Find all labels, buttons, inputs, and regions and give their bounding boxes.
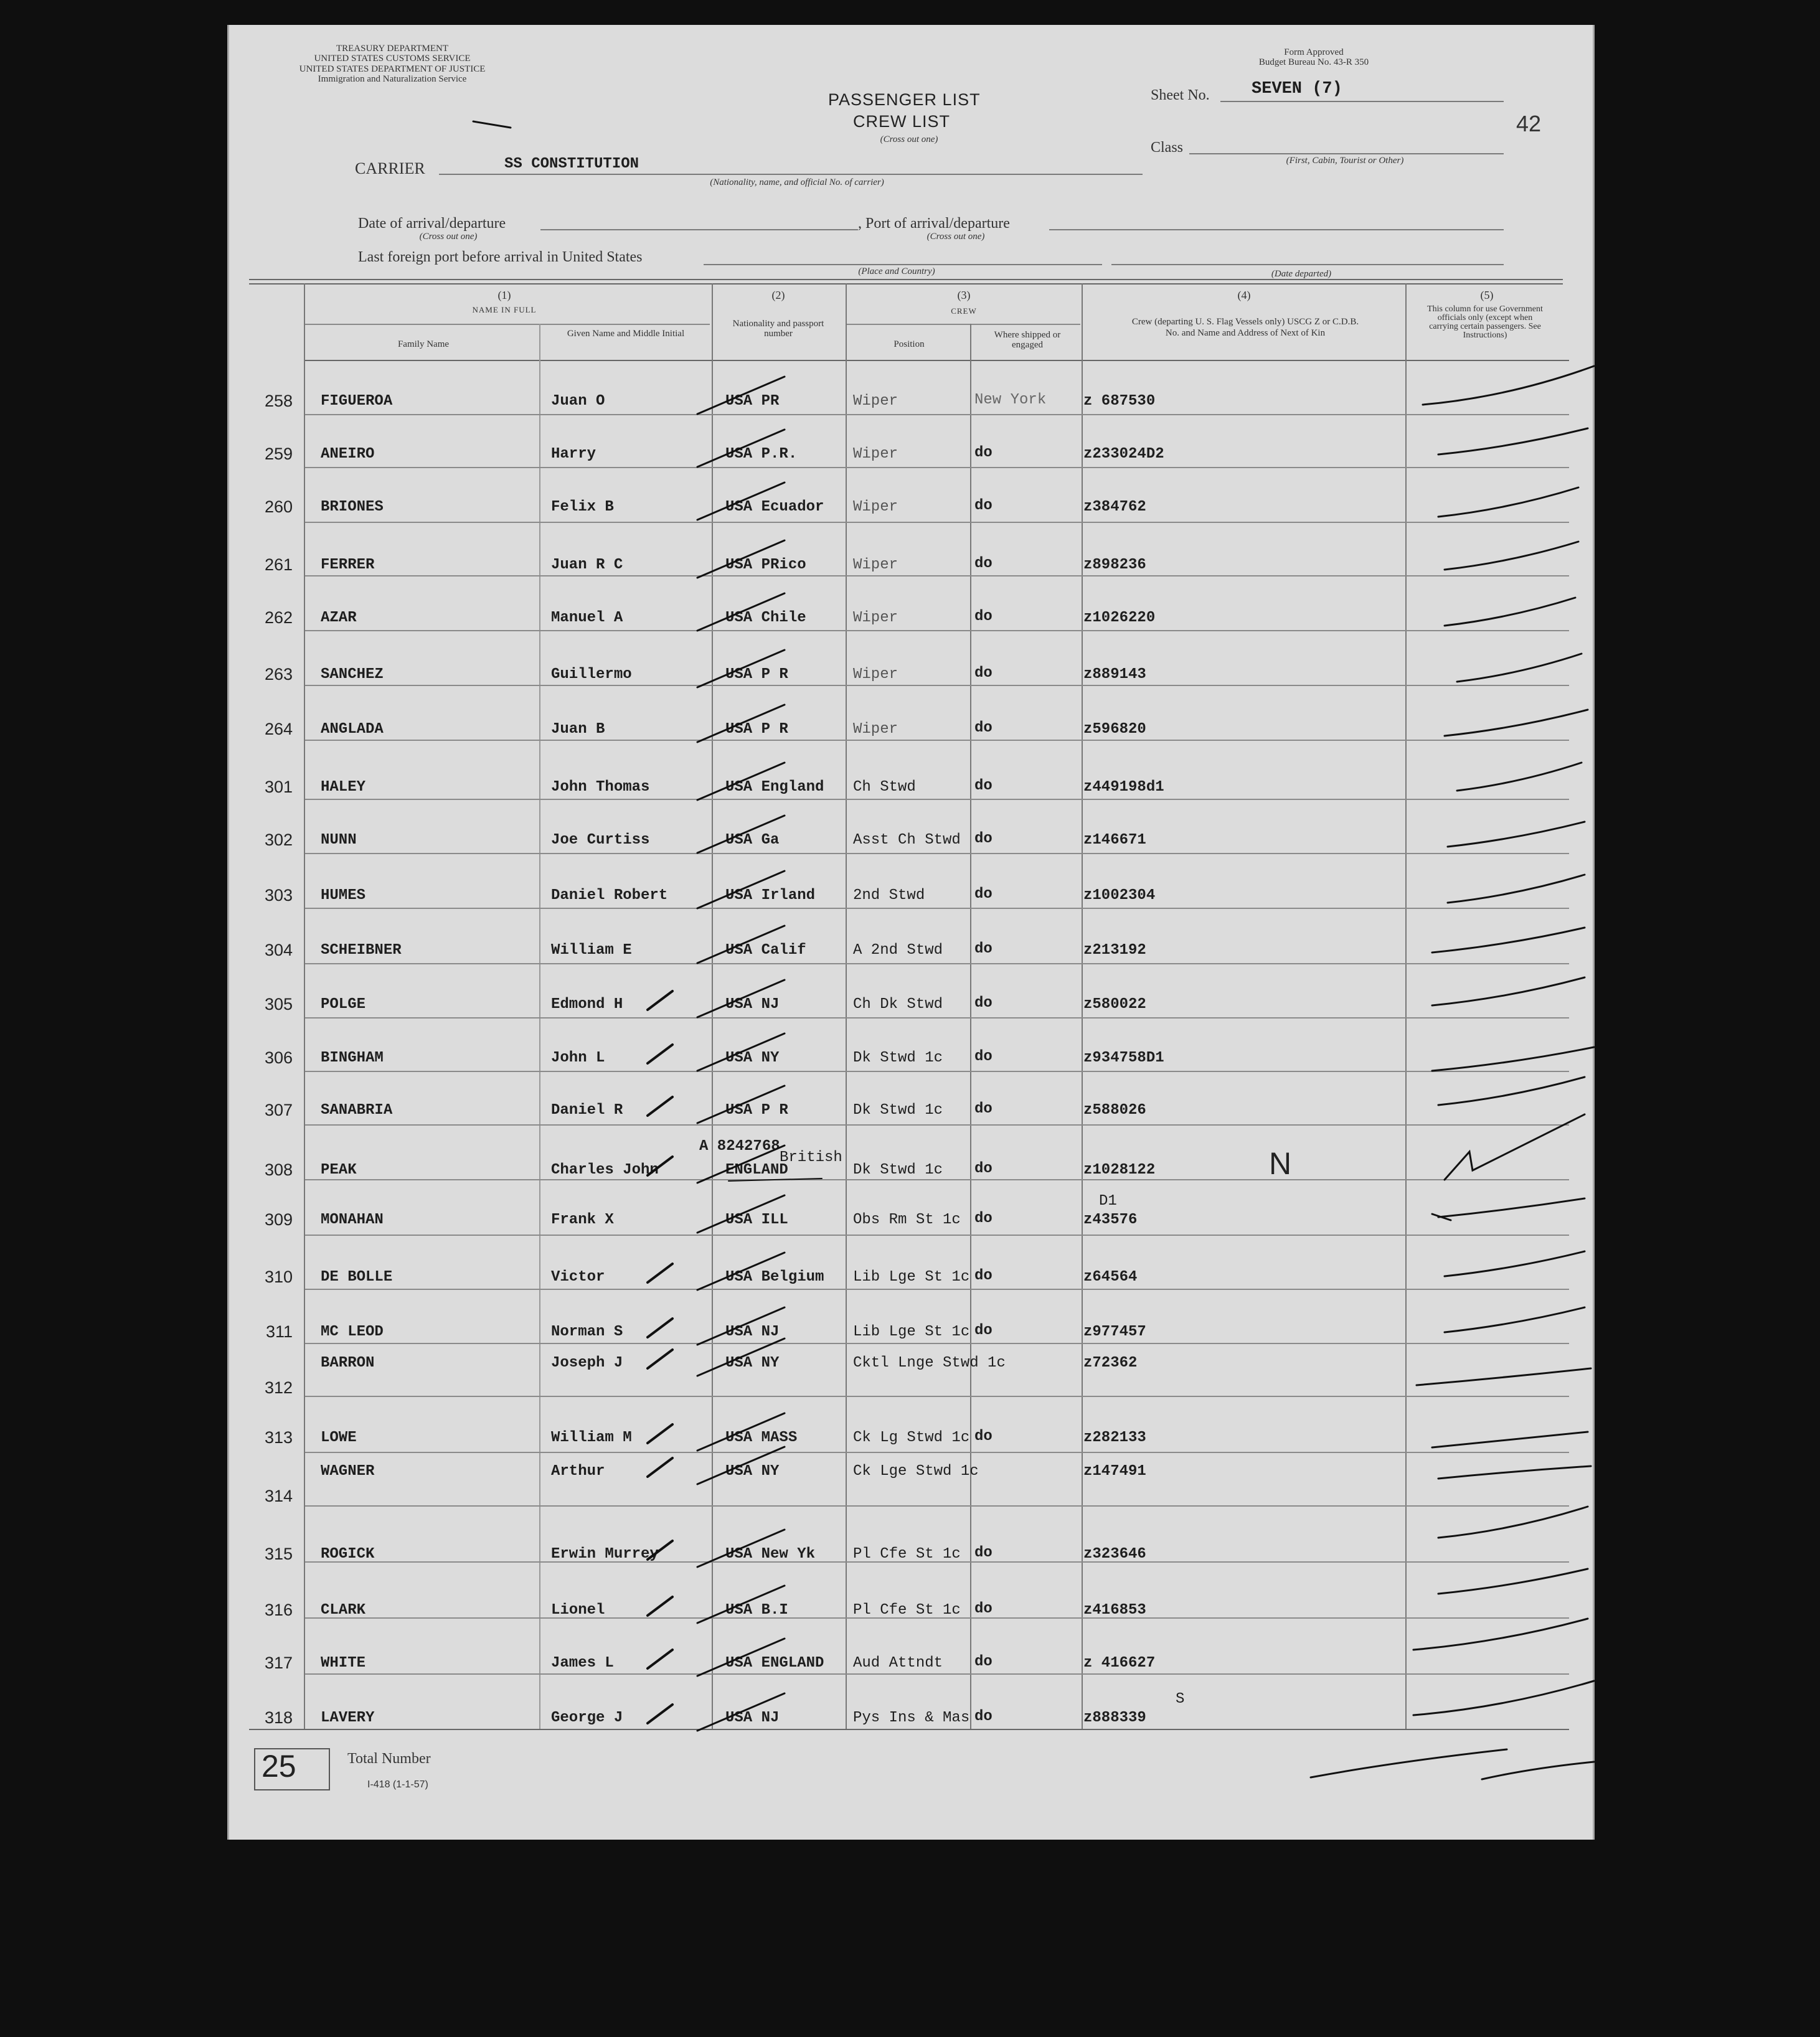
row-separator [305,1396,1569,1397]
row-separator [305,522,1569,523]
position-header: Position [893,339,925,349]
row-number: 310 [264,1268,293,1286]
row-number: 316 [264,1601,293,1619]
given-name: Juan B [551,721,605,738]
z-number: z323646 [1083,1546,1146,1563]
row-number: 262 [264,608,293,627]
row-separator [305,575,1569,576]
row-separator [305,1124,1569,1126]
col5-number: (5) [1480,289,1494,301]
family-name: BARRON [321,1355,375,1371]
arrival-port-note: (Cross out one) [927,232,985,242]
row-number: 315 [264,1545,293,1563]
nationality: USA Calif [725,942,806,959]
family-name: WHITE [321,1655,366,1672]
family-name: FIGUEROA [321,393,393,410]
class-label: Class [1151,139,1184,156]
z-note: S [1176,1691,1185,1708]
where-shipped: do [974,720,993,736]
where-shipped: do [974,941,993,957]
nationality: USA ILL [725,1211,788,1228]
agency-line-2: UNITED STATES CUSTOMS SERVICE [314,54,471,64]
where-shipped: do [974,830,993,847]
position: Lib Lge St 1c [853,1324,970,1340]
given-name: Joe Curtiss [551,832,650,849]
position: Lib Lge St 1c [853,1269,970,1286]
where-shipped: do [974,1268,993,1284]
row-number: 306 [264,1048,293,1067]
title-note: (Cross out one) [880,134,938,144]
family-name: ROGICK [321,1546,375,1563]
nationality: USA Chile [725,609,806,626]
family-name: SANABRIA [321,1102,393,1119]
nationality: USA Ga [725,832,780,849]
given-name: George J [551,1710,623,1726]
z-number: z888339 [1083,1710,1146,1726]
given-name: John L [551,1050,605,1066]
row-number: 259 [264,445,293,463]
z-number: z 416627 [1083,1655,1156,1672]
nationality: USA NJ [725,996,780,1013]
where-shipped: do [974,778,993,794]
where-shipped: do [974,1160,993,1177]
position: Pl Cfe St 1c [853,1546,961,1563]
row-separator [305,1179,1569,1180]
row-separator [305,685,1569,686]
nationality: USA Belgium [725,1269,824,1286]
row-separator [305,740,1569,741]
agency-line-4: Immigration and Naturalization Service [318,74,467,84]
position: Wiper [853,557,898,573]
row-separator [305,1017,1569,1019]
family-name: NUNN [321,832,357,849]
row-separator [305,1505,1569,1507]
family-name: LOWE [321,1429,357,1446]
given-name: Edmond H [551,996,623,1013]
row-separator [305,414,1569,415]
given-name: Manuel A [551,609,623,626]
given-name: Arthur [551,1463,605,1480]
z-number: z213192 [1083,942,1146,959]
given-name: Felix B [551,499,614,515]
where-shipped: do [974,1210,993,1227]
row-number: 312 [264,1378,293,1397]
position: Wiper [853,446,898,463]
given-name: Joseph J [551,1355,623,1371]
row-separator [305,799,1569,800]
z-number: z580022 [1083,996,1146,1013]
z-number: z233024D2 [1083,446,1164,463]
page-number: 42 [1516,111,1542,136]
where-shipped: do [974,665,993,682]
z-number: z 687530 [1083,393,1156,410]
row-number: 309 [264,1210,293,1229]
crew-list-form [227,25,1595,1840]
given-name: John Thomas [551,779,650,796]
position: Pl Cfe St 1c [853,1602,961,1619]
agency-line-1: TREASURY DEPARTMENT [336,44,449,54]
z-number: z1026220 [1083,609,1156,626]
position: Ch Dk Stwd [853,996,943,1013]
z-number: z147491 [1083,1463,1146,1480]
family-name: PEAK [321,1162,357,1178]
handwritten-mark: N [1269,1146,1292,1181]
arrival-port-label: , Port of arrival/departure [858,215,1010,232]
row-separator [305,1343,1569,1344]
family-name: BINGHAM [321,1050,384,1066]
position: 2nd Stwd [853,887,925,904]
row-number: 308 [264,1160,293,1179]
sheet-value: SEVEN (7) [1252,80,1342,98]
row-separator [305,853,1569,854]
given-name: Erwin Murrey [551,1546,659,1563]
given-name: Norman S [551,1324,623,1340]
position: Wiper [853,393,898,410]
col3-number: (3) [957,289,971,301]
total-number-label: Total Number [347,1751,431,1767]
given-name: Harry [551,446,596,463]
given-name: Daniel Robert [551,887,668,904]
z-number: z146671 [1083,832,1146,849]
given-name: Victor [551,1269,605,1286]
given-name: William M [551,1429,632,1446]
given-name: Guillermo [551,666,632,683]
nationality: USA New Yk [725,1546,816,1563]
next-of-kin-header: Crew (departing U. S. Flag Vessels only) USCG Z or C.D.B. No. and Name and Address of Next of Kin [1131,317,1359,338]
nationality: USA NY [725,1050,780,1066]
nationality: USA P R [725,721,788,738]
z-number: z72362 [1083,1355,1138,1371]
nationality: USA P R [725,666,788,683]
family-name: MC LEOD [321,1324,384,1340]
family-name: BRIONES [321,499,384,515]
family-name: SANCHEZ [321,666,384,683]
row-separator [305,1235,1569,1236]
where-shipped: do [974,1601,993,1617]
nationality: USA ENGLAND [725,1655,824,1672]
family-name-header: Family Name [397,339,450,349]
where-shipped: do [974,1048,993,1065]
family-name: DE BOLLE [321,1269,393,1286]
family-name: AZAR [321,609,357,626]
row-number: 314 [264,1487,293,1505]
crew-header: CREW [951,306,977,316]
agency-line-3: UNITED STATES DEPARTMENT OF JUSTICE [299,64,486,74]
row-number: 317 [264,1654,293,1672]
where-shipped: do [974,608,993,625]
where-shipped: do [974,555,993,572]
given-name: Lionel [551,1602,605,1619]
where-shipped: do [974,1101,993,1117]
row-separator [305,630,1569,631]
position: Asst Ch Stwd [853,832,961,849]
position: Ck Lg Stwd 1c [853,1429,970,1446]
row-separator [305,1452,1569,1453]
arrival-date-label: Date of arrival/departure [358,215,506,232]
z-number: z588026 [1083,1102,1146,1119]
nationality: ENGLAND [725,1162,788,1178]
row-number: 318 [264,1708,293,1727]
where-shipped: do [974,497,993,514]
z-number: z384762 [1083,499,1146,515]
position: Cktl Lnge Stwd 1c [853,1355,1006,1371]
row-number: 302 [264,830,293,849]
row-number: 313 [264,1428,293,1447]
family-name: WAGNER [321,1463,375,1480]
position: Wiper [853,666,898,683]
class-note: (First, Cabin, Tourist or Other) [1286,156,1404,166]
row-separator [305,1289,1569,1290]
row-number: 258 [264,392,293,410]
given-name: Juan O [551,393,605,410]
family-name: CLARK [321,1602,366,1619]
family-name: ANGLADA [321,721,384,738]
family-name: HUMES [321,887,366,904]
row-number: 303 [264,886,293,905]
position: Dk Stwd 1c [853,1102,943,1119]
carrier-value: SS CONSTITUTION [504,156,639,172]
where-shipped: do [974,1545,993,1561]
position: Wiper [853,721,898,738]
z-number: z282133 [1083,1429,1146,1446]
nationality: USA P.R. [725,446,798,463]
given-name: Daniel R [551,1102,623,1119]
sheet-label: Sheet No. [1151,87,1210,103]
given-name: Frank X [551,1211,614,1228]
where-shipped: do [974,1322,993,1339]
passport-note: A 8242768 [699,1138,780,1155]
nationality: USA England [725,779,824,796]
nationality-header: Nationality and passport number [732,319,824,339]
carrier-note: (Nationality, name, and official No. of carrier) [710,177,884,187]
position: Dk Stwd 1c [853,1162,943,1178]
position: Aud Attndt [853,1655,943,1672]
date-departed-note: (Date departed) [1271,269,1332,279]
row-number: 307 [264,1101,293,1119]
nationality: USA P R [725,1102,788,1119]
government-use-header: This column for use Government officials only (except when carrying certain passengers. See Instructions) [1427,304,1543,340]
z-number: z596820 [1083,721,1146,738]
family-name: HALEY [321,779,366,796]
row-separator [305,467,1569,468]
nationality: USA NY [725,1355,780,1371]
z-number: z416853 [1083,1602,1146,1619]
position: Wiper [853,609,898,626]
z-number: z934758D1 [1083,1050,1164,1066]
family-name: SCHEIBNER [321,942,402,959]
given-name: Juan R C [551,557,623,573]
where-shipped-header: Where shipped or engaged [994,330,1061,350]
nationality: USA PR [725,393,780,410]
position: Pys Ins & Mas [853,1710,970,1726]
where-shipped: do [974,1708,993,1725]
row-number: 304 [264,941,293,959]
where-shipped: do [974,445,993,461]
total-number-value: 25 [262,1749,296,1784]
where-shipped: do [974,1654,993,1670]
row-number: 263 [264,665,293,684]
z-number: z449198d1 [1083,779,1164,796]
z-number: z889143 [1083,666,1146,683]
approval-line-1: Form Approved [1284,47,1344,57]
nationality-note: British [780,1149,842,1166]
z-number: z1028122 [1083,1162,1156,1178]
nationality: USA MASS [725,1429,798,1446]
title-passenger-list: PASSENGER LIST [828,90,981,109]
row-number: 305 [264,995,293,1014]
position: Dk Stwd 1c [853,1050,943,1066]
col2-number: (2) [771,289,785,301]
row-number: 261 [264,555,293,574]
form-code: I-418 (1-1-57) [367,1779,428,1790]
where-shipped: do [974,995,993,1012]
family-name: MONAHAN [321,1211,384,1228]
nationality: USA Irland [725,887,816,904]
col4-number: (4) [1237,289,1251,301]
col1-number: (1) [497,289,511,301]
row-separator [305,1673,1569,1675]
last-port-label: Last foreign port before arrival in United States [358,249,643,265]
given-name: James L [551,1655,614,1672]
carrier-label: CARRIER [355,159,425,177]
family-name: FERRER [321,557,375,573]
given-name: Charles John [551,1162,659,1178]
family-name: ANEIRO [321,446,375,463]
row-separator [305,1071,1569,1072]
position: Ch Stwd [853,779,916,796]
nationality: USA NJ [725,1324,780,1340]
approval-line-2: Budget Bureau No. 43-R 350 [1258,57,1369,67]
family-name: POLGE [321,996,366,1013]
nationality: USA NY [725,1463,780,1480]
nationality: USA PRico [725,557,806,573]
nationality: USA Ecuador [725,499,824,515]
z-number: z977457 [1083,1324,1146,1340]
nationality: USA NJ [725,1710,780,1726]
position: Obs Rm St 1c [853,1211,961,1228]
z-number: z43576 [1083,1211,1138,1228]
where-shipped: do [974,1428,993,1445]
z-number: z64564 [1083,1269,1138,1286]
position: Wiper [853,499,898,515]
row-number: 311 [265,1322,293,1341]
z-number: z898236 [1083,557,1146,573]
family-name: LAVERY [321,1710,375,1726]
given-name: William E [551,942,632,959]
row-number: 264 [264,720,293,738]
row-separator [305,963,1569,964]
col1-title: NAME IN FULL [472,305,537,314]
z-number: z1002304 [1083,887,1156,904]
position: A 2nd Stwd [853,942,943,959]
row-number: 260 [264,497,293,516]
row-separator [305,908,1569,909]
where-shipped: do [974,886,993,903]
arrival-date-note: (Cross out one) [419,232,478,242]
place-note: (Place and Country) [858,266,935,276]
z-note: D1 [1099,1193,1117,1210]
given-name-header: Given Name and Middle Initial [567,329,685,339]
row-number: 301 [264,778,293,796]
position: Ck Lge Stwd 1c [853,1463,979,1480]
where-shipped: New York [974,392,1047,408]
title-crew-list: CREW LIST [853,112,951,131]
nationality: USA B.I [725,1602,788,1619]
